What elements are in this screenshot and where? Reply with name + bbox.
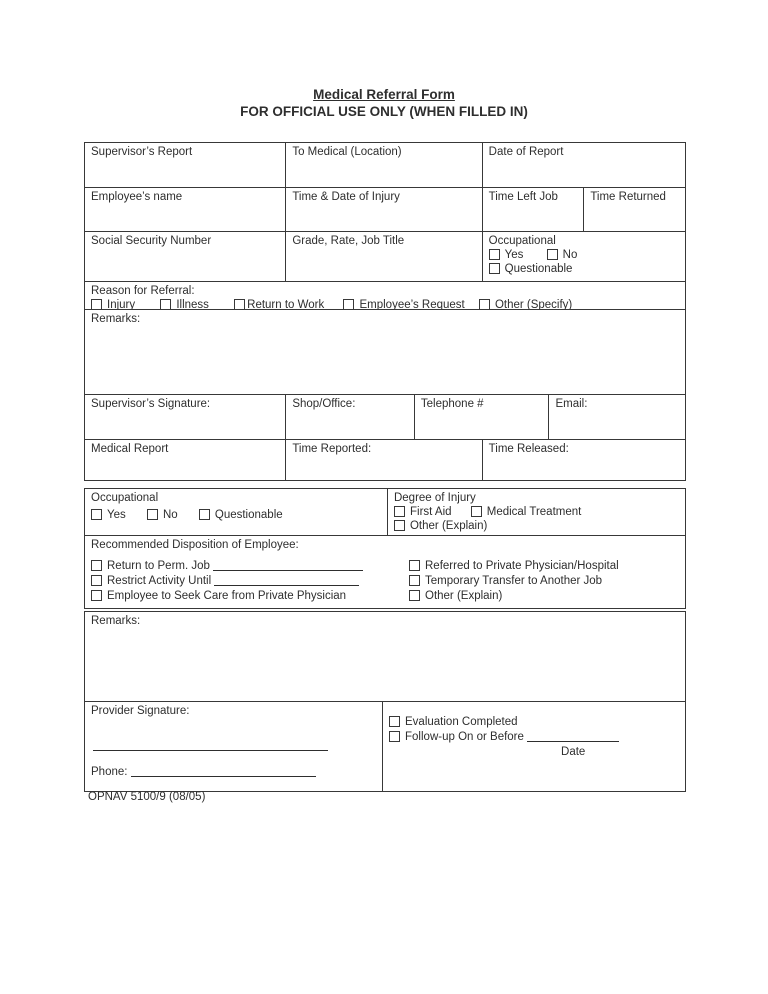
disposition-row bbox=[85, 536, 685, 608]
provider-signature-cell bbox=[85, 702, 383, 791]
reason-for-referral-cell bbox=[85, 282, 685, 309]
medical-treatment-option bbox=[471, 506, 582, 518]
seek-care-checkbox[interactable] bbox=[91, 590, 102, 601]
employees-request-checkbox[interactable] bbox=[343, 299, 354, 309]
table-row bbox=[85, 143, 685, 188]
occupational-yes-option bbox=[489, 249, 524, 261]
remarks2-row bbox=[85, 612, 685, 702]
occupational-section-label: Occupational bbox=[91, 492, 159, 504]
follow-up-checkbox[interactable] bbox=[389, 731, 400, 742]
restrict-activity-checkbox[interactable] bbox=[91, 575, 102, 586]
return-to-perm-job-option bbox=[91, 560, 409, 573]
occupational-questionable-checkbox[interactable] bbox=[489, 263, 500, 274]
degree-other-option bbox=[394, 520, 487, 532]
disposition-cell bbox=[85, 536, 685, 608]
reason-employees-request-option bbox=[343, 299, 464, 309]
disposition-other-label: Other (Explain) bbox=[425, 590, 503, 602]
occ-no-checkbox[interactable] bbox=[147, 509, 158, 520]
time-left-job-cell: Time Left Job bbox=[483, 188, 585, 231]
injury-disposition-table bbox=[84, 488, 686, 609]
occ-yes-label: Yes bbox=[107, 509, 126, 521]
form-title: Medical Referral Form bbox=[313, 87, 455, 102]
reason-injury-option bbox=[91, 299, 135, 309]
disposition-left-column bbox=[91, 558, 409, 603]
evaluation-cell bbox=[383, 702, 685, 791]
occupational-label: Occupational bbox=[488, 235, 556, 247]
employees-name-cell: Employee’s name bbox=[85, 188, 286, 231]
occupational-cell bbox=[483, 232, 685, 281]
ssn-cell: Social Security Number bbox=[85, 232, 286, 281]
disposition-other-option bbox=[409, 590, 619, 603]
occupational-questionable-label: Questionable bbox=[504, 263, 573, 275]
evaluation-completed-option bbox=[389, 716, 681, 729]
time-date-of-injury-cell: Time & Date of Injury bbox=[286, 188, 482, 231]
supervisors-signature-cell: Supervisor’s Signature: bbox=[85, 395, 286, 439]
occupational-yes-checkbox[interactable] bbox=[489, 249, 500, 260]
degree-of-injury-cell bbox=[388, 489, 685, 535]
return-to-perm-job-blank bbox=[213, 560, 363, 571]
reason-for-referral-row bbox=[85, 282, 685, 310]
supervisors-report-cell: Supervisor’s Report bbox=[85, 143, 286, 187]
grade-rate-job-title-cell: Grade, Rate, Job Title bbox=[286, 232, 482, 281]
occupational-questionable-option bbox=[489, 263, 573, 275]
date-of-report-cell: Date of Report bbox=[488, 146, 564, 158]
occ-no-option bbox=[147, 509, 178, 521]
restrict-activity-label: Restrict Activity Until bbox=[107, 575, 212, 587]
occupational-degree-row bbox=[85, 489, 685, 536]
medical-report-cell: Medical Report bbox=[85, 440, 286, 480]
evaluation-completed-label: Evaluation Completed bbox=[405, 716, 518, 728]
time-released-cell: Time Released: bbox=[488, 443, 569, 455]
restrict-activity-blank bbox=[214, 575, 359, 586]
occupational-no-option bbox=[547, 249, 578, 261]
seek-care-label: Employee to Seek Care from Private Physician bbox=[107, 590, 347, 602]
injury-checkbox[interactable] bbox=[91, 299, 102, 309]
return-to-work-checkbox[interactable] bbox=[234, 299, 245, 309]
first-aid-label: First Aid bbox=[409, 506, 452, 518]
follow-up-date-blank bbox=[527, 731, 619, 742]
degree-other-label: Other (Explain) bbox=[409, 520, 488, 532]
email-cell: Email: bbox=[555, 398, 588, 410]
occ-yes-option bbox=[91, 509, 126, 521]
referred-physician-option bbox=[409, 560, 619, 573]
disposition-other-checkbox[interactable] bbox=[409, 590, 420, 601]
to-medical-cell: To Medical (Location) bbox=[286, 143, 482, 187]
supervisor-report-table bbox=[84, 142, 686, 481]
phone-label: Phone: bbox=[91, 766, 128, 778]
time-reported-cell: Time Reported: bbox=[286, 440, 482, 480]
provider-table bbox=[84, 611, 686, 792]
signature-row bbox=[85, 395, 685, 440]
first-aid-option bbox=[394, 506, 452, 518]
time-returned-cell: Time Returned bbox=[590, 191, 666, 203]
disposition-right-column bbox=[409, 558, 619, 603]
evaluation-completed-checkbox[interactable] bbox=[389, 716, 400, 727]
occupational-section-cell bbox=[85, 489, 388, 535]
reason-illness-option bbox=[160, 299, 209, 309]
occ-questionable-label: Questionable bbox=[214, 509, 283, 521]
reason-other-label: Other (Specify) bbox=[494, 299, 573, 309]
date-label: Date bbox=[561, 746, 586, 758]
seek-care-option bbox=[91, 590, 409, 603]
form-subtitle: FOR OFFICIAL USE ONLY (WHEN FILLED IN) bbox=[240, 104, 528, 119]
first-aid-checkbox[interactable] bbox=[394, 506, 405, 517]
occ-yes-checkbox[interactable] bbox=[91, 509, 102, 520]
occ-questionable-checkbox[interactable] bbox=[199, 509, 210, 520]
occupational-no-checkbox[interactable] bbox=[547, 249, 558, 260]
table-row bbox=[85, 232, 685, 282]
reason-other-checkbox[interactable] bbox=[479, 299, 490, 309]
occ-no-label: No bbox=[162, 509, 178, 521]
remarks-row bbox=[85, 310, 685, 395]
return-to-perm-job-label: Return to Perm. Job bbox=[107, 560, 210, 572]
return-to-perm-job-checkbox[interactable] bbox=[91, 560, 102, 571]
degree-other-checkbox[interactable] bbox=[394, 520, 405, 531]
referred-physician-checkbox[interactable] bbox=[409, 560, 420, 571]
medical-treatment-label: Medical Treatment bbox=[486, 506, 582, 518]
occupational-no-label: No bbox=[562, 249, 578, 261]
form-number: OPNAV 5100/9 (08/05) bbox=[88, 791, 206, 803]
medical-report-row bbox=[85, 440, 685, 480]
reason-return-to-work-option bbox=[234, 299, 324, 309]
remarks2-cell: Remarks: bbox=[91, 615, 141, 627]
illness-checkbox[interactable] bbox=[160, 299, 171, 309]
temporary-transfer-label: Temporary Transfer to Another Job bbox=[425, 575, 603, 587]
illness-label: Illness bbox=[176, 299, 209, 309]
provider-signature-label: Provider Signature: bbox=[91, 705, 190, 717]
form-title-block bbox=[0, 86, 768, 120]
reason-other-option bbox=[479, 299, 572, 309]
provider-signature-blank bbox=[93, 740, 328, 751]
follow-up-option bbox=[389, 731, 681, 744]
phone-blank bbox=[131, 766, 316, 777]
restrict-activity-option bbox=[91, 575, 409, 588]
medical-treatment-checkbox[interactable] bbox=[471, 506, 482, 517]
occupational-yes-label: Yes bbox=[504, 249, 524, 261]
return-to-work-label: Return to Work bbox=[247, 299, 325, 309]
follow-up-label: Follow-up On or Before bbox=[405, 731, 524, 743]
referred-physician-label: Referred to Private Physician/Hospital bbox=[425, 560, 619, 572]
temporary-transfer-checkbox[interactable] bbox=[409, 575, 420, 586]
injury-label: Injury bbox=[107, 299, 136, 309]
shop-office-cell: Shop/Office: bbox=[286, 395, 415, 439]
temporary-transfer-option bbox=[409, 575, 619, 588]
occ-questionable-option bbox=[199, 509, 283, 521]
remarks-cell: Remarks: bbox=[91, 313, 141, 325]
degree-of-injury-label: Degree of Injury bbox=[393, 492, 476, 504]
table-row bbox=[85, 188, 685, 232]
disposition-label: Recommended Disposition of Employee: bbox=[91, 539, 299, 551]
reason-for-referral-label: Reason for Referral: bbox=[91, 285, 195, 297]
employees-request-label: Employee’s Request bbox=[359, 299, 465, 309]
provider-row bbox=[85, 702, 685, 791]
telephone-cell: Telephone # bbox=[415, 395, 550, 439]
